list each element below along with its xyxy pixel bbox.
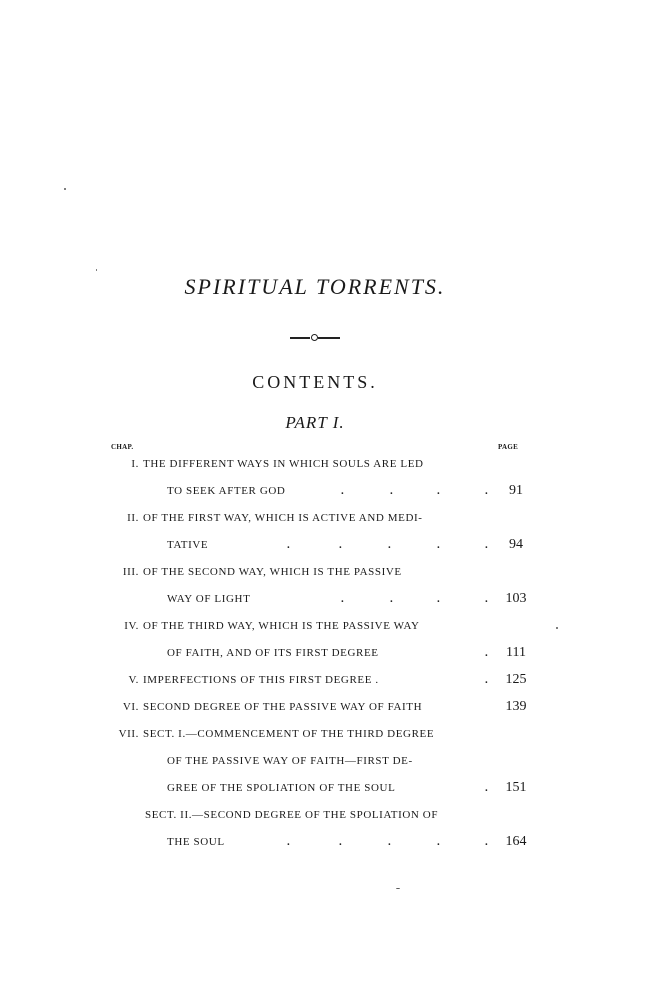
chapter-numeral: VII. <box>118 728 139 740</box>
entry-title: OF THE SECOND WAY, WHICH IS THE PASSIVE <box>143 566 402 578</box>
entry-title: THE DIFFERENT WAYS IN WHICH SOULS ARE LED <box>143 458 424 470</box>
toc-entry <box>0 809 654 827</box>
toc-entry-continuation <box>0 782 654 800</box>
leader-dot: . <box>485 647 489 659</box>
ornament-rule <box>290 334 340 342</box>
leader-dot: . <box>341 485 345 497</box>
chapter-numeral: V. <box>128 674 139 686</box>
chapter-numeral: IV. <box>124 620 139 632</box>
entry-title: SECT. I.—COMMENCEMENT OF THE THIRD DEGREE <box>143 728 435 740</box>
entry-title: SECT. II.—SECOND DEGREE OF THE SPOLIATION OF <box>145 809 439 821</box>
leader-dot: . <box>437 836 441 848</box>
chapter-numeral: III. <box>122 566 139 578</box>
entry-title-continued: TATIVE <box>167 539 209 551</box>
part-heading: PART I. <box>285 413 345 432</box>
page-number: 94 <box>509 537 523 552</box>
leader-dot: . <box>485 782 489 794</box>
entry-title-continued: OF FAITH, AND OF ITS FIRST DEGREE <box>167 647 379 659</box>
page-number: 151 <box>505 780 527 795</box>
entry-title-continued: OF THE PASSIVE WAY OF FAITH—FIRST DE- <box>167 755 413 767</box>
toc-entry-continuation <box>0 539 654 557</box>
page-number: 111 <box>506 645 526 660</box>
chapter-numeral: VI. <box>122 701 139 713</box>
page-number: 91 <box>509 483 523 498</box>
leader-dot: . <box>437 593 441 605</box>
leader-dot: . <box>388 836 392 848</box>
page-number: 164 <box>505 834 527 849</box>
leader-dot: . <box>339 836 343 848</box>
entry-title-continued: GREE OF THE SPOLIATION OF THE SOUL <box>167 782 396 794</box>
leader-dot: . <box>437 539 441 551</box>
toc-entry-continuation <box>0 485 654 503</box>
leader-dot: . <box>287 836 291 848</box>
leader-dot: . <box>339 539 343 551</box>
book-title: SPIRITUAL TORRENTS. <box>184 274 446 299</box>
entry-title: OF THE THIRD WAY, WHICH IS THE PASSIVE WAY <box>143 620 420 632</box>
entry-title: IMPERFECTIONS OF THIS FIRST DEGREE . <box>143 674 379 686</box>
page-number: 125 <box>505 672 527 687</box>
toc-entry <box>0 620 654 638</box>
page-column-header: PAGE <box>498 443 519 451</box>
toc-entry <box>0 458 654 476</box>
entry-title: SECOND DEGREE OF THE PASSIVE WAY OF FAITH <box>143 701 423 713</box>
toc-entry <box>0 566 654 584</box>
toc-entry <box>0 701 654 719</box>
chapter-numeral: II. <box>127 512 139 524</box>
paper-speck <box>64 188 66 190</box>
toc-entry-continuation <box>0 647 654 665</box>
leader-dot: . <box>485 674 489 686</box>
leader-dot: . <box>390 485 394 497</box>
leader-dot: . <box>485 539 489 551</box>
leader-dot: . <box>437 485 441 497</box>
paper-speck <box>96 269 97 271</box>
entry-title-continued: TO SEEK AFTER GOD <box>167 485 286 497</box>
leader-dot: . <box>485 485 489 497</box>
toc-entry-continuation <box>0 836 654 854</box>
entry-title-continued: WAY OF LIGHT <box>167 593 251 605</box>
toc-entry-continuation <box>0 593 654 611</box>
leader-dot: . <box>341 593 345 605</box>
toc-entry <box>0 728 654 746</box>
leader-dot: . <box>485 836 489 848</box>
leader-dot: . <box>388 539 392 551</box>
contents-heading: CONTENTS. <box>252 372 378 392</box>
leader-dot: . <box>485 593 489 605</box>
toc-entry-continuation <box>0 755 654 773</box>
toc-entry <box>0 512 654 530</box>
leader-dot: . <box>287 539 291 551</box>
chapter-numeral: I. <box>131 458 139 470</box>
entry-title-continued: THE SOUL <box>167 836 225 848</box>
page-number: 139 <box>505 699 527 714</box>
toc-entry <box>0 674 654 692</box>
paper-speck <box>396 888 400 889</box>
entry-title: OF THE FIRST WAY, WHICH IS ACTIVE AND MEDI- <box>143 512 423 524</box>
leader-dot: . <box>390 593 394 605</box>
page-number: 103 <box>505 591 527 606</box>
chapter-column-header: CHAP. <box>111 443 134 451</box>
